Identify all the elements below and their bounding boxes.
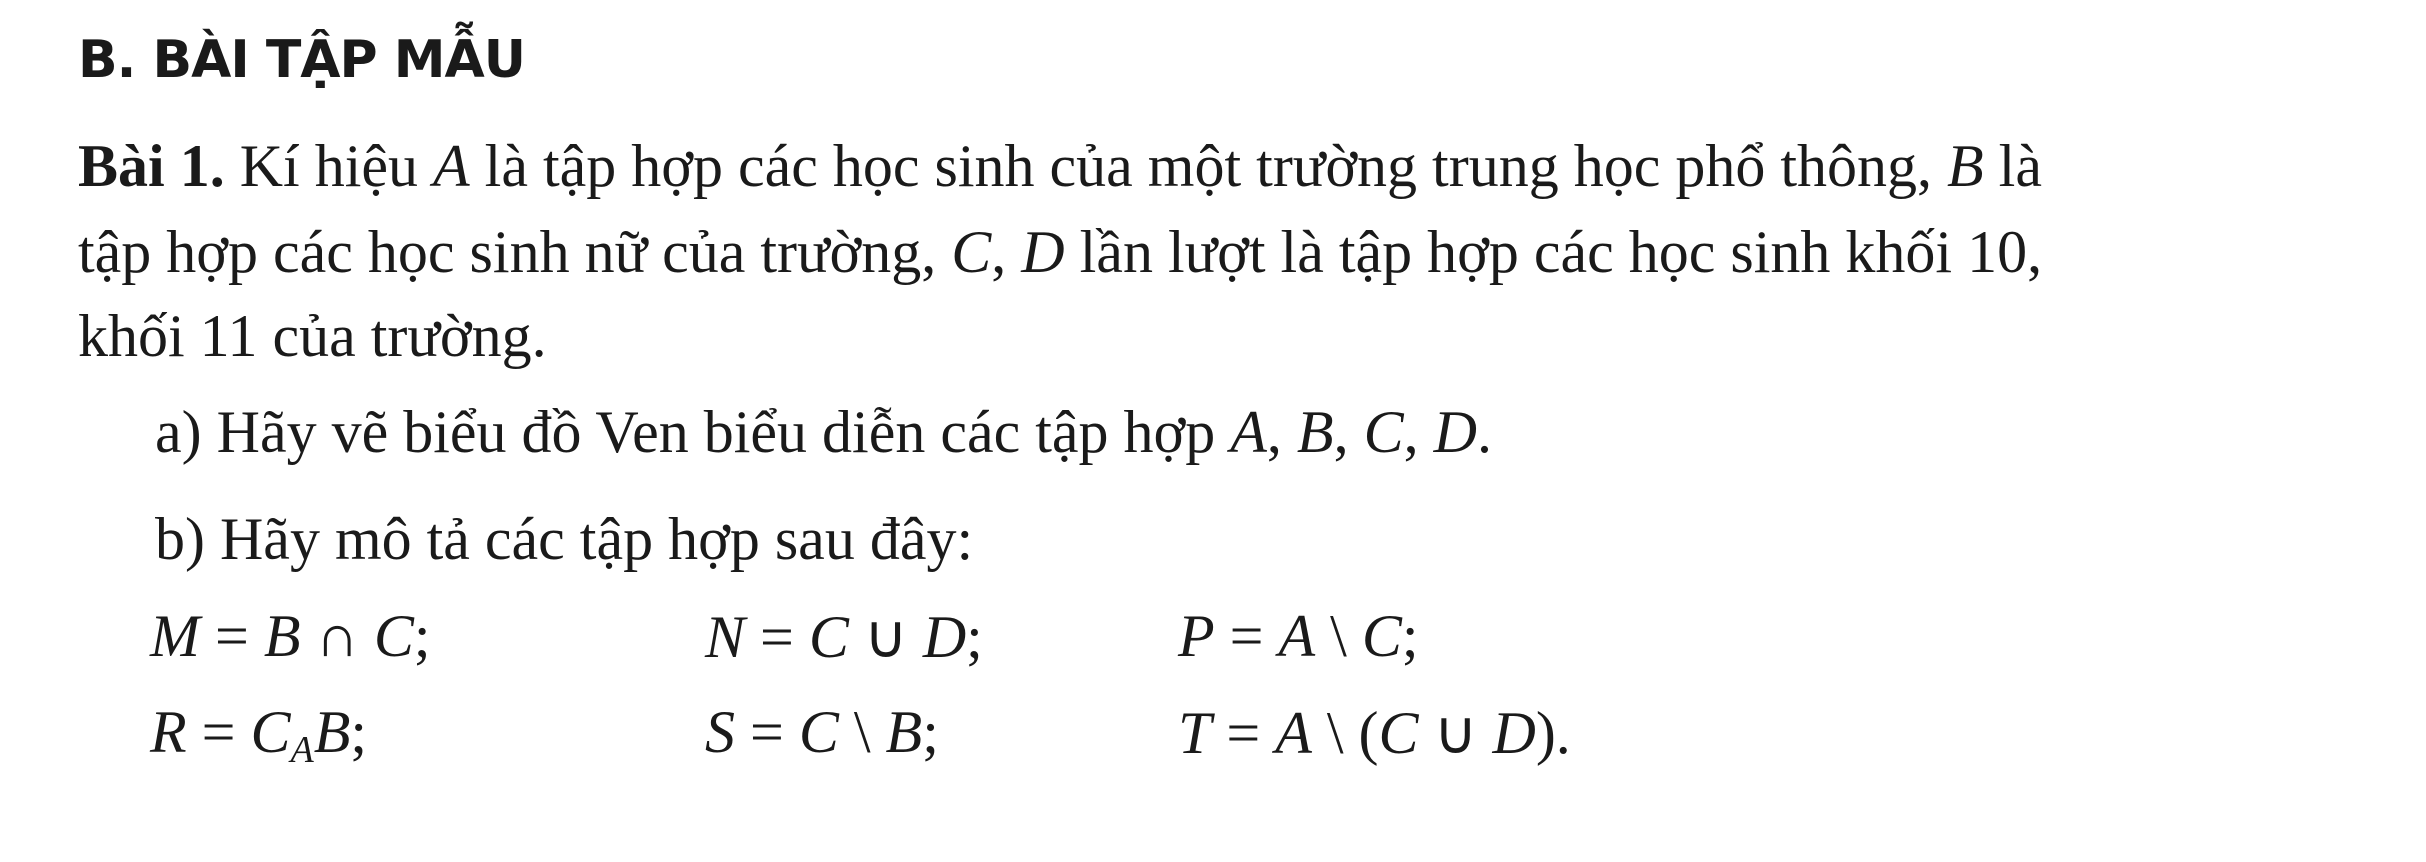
section-heading: B. BÀI TẬP MẪU xyxy=(78,30,525,90)
set-m: M = B ∩ C; xyxy=(150,603,431,669)
set-n: N = C ∪ D; xyxy=(705,604,983,670)
problem-line-1 xyxy=(78,132,2042,201)
problem-line-2: tập hợp các học sinh nữ của trường, C, D lần lượt là tập hợp các học sinh khối 10, xyxy=(78,219,2043,285)
part-b: b) Hãy mô tả các tập hợp sau đây: xyxy=(155,506,974,572)
set-t: T = A \ (C ∪ D). xyxy=(1178,700,1571,766)
problem-line-1-text: Kí hiệu A là tập hợp các học sinh của một trường trung học phổ thông, B là xyxy=(239,133,2042,199)
set-r: $R = C_AB$; xyxy=(150,699,368,771)
problem-label: Bài 1. xyxy=(78,133,225,199)
set-p: P = A \ C; xyxy=(1178,603,1419,669)
problem-line-3: khối 11 của trường. xyxy=(78,303,547,369)
set-s: S = C \ B; xyxy=(705,699,939,765)
part-a: a) Hãy vẽ biểu đồ Ven biểu diễn các tập hợp A, B, C, D. xyxy=(155,399,1492,465)
